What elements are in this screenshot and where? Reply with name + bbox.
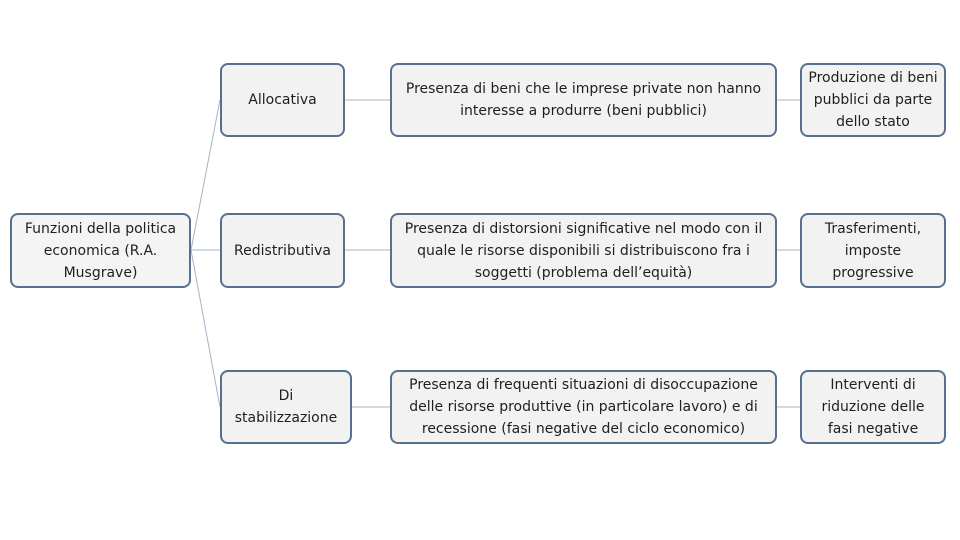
condition-stabilizzazione <box>390 370 777 444</box>
intervention-stabilizzazione <box>800 370 946 444</box>
intervention-redistributiva <box>800 213 946 288</box>
condition-label: Presenza di distorsioni significative nel modo con il quale le risorse disponibili si distribuiscono fra i soggetti (problema dell’equità) <box>404 220 763 281</box>
condition-redistributiva <box>390 213 777 288</box>
condition-allocativa <box>390 63 777 137</box>
function-label: Di stabilizzazione <box>234 388 338 426</box>
connector-root-stabilizzazione <box>191 250 220 407</box>
root-node <box>10 213 191 288</box>
condition-label: Presenza di beni che le imprese private non hanno interesse a produrre (beni pubblici) <box>405 81 762 119</box>
root-label: Funzioni della politica economica (R.A. Musgrave) <box>24 220 177 281</box>
connector-root-allocativa <box>191 100 220 250</box>
function-label: Redistributiva <box>234 242 331 259</box>
intervention-label: Interventi di riduzione delle fasi negative <box>821 377 925 437</box>
function-stabilizzazione <box>220 370 352 444</box>
intervention-label: Trasferimenti, imposte progressive <box>824 220 922 281</box>
intervention-label: Produzione di beni pubblici da parte dello stato <box>808 70 938 130</box>
intervention-allocativa <box>800 63 946 137</box>
function-label: Allocativa <box>248 92 317 108</box>
condition-label: Presenza di frequenti situazioni di disoccupazione delle risorse produttive (in particolare lavoro) e di recessione (fasi negative del ciclo economico) <box>409 377 758 437</box>
function-allocativa <box>220 63 345 137</box>
function-redistributiva <box>220 213 345 288</box>
